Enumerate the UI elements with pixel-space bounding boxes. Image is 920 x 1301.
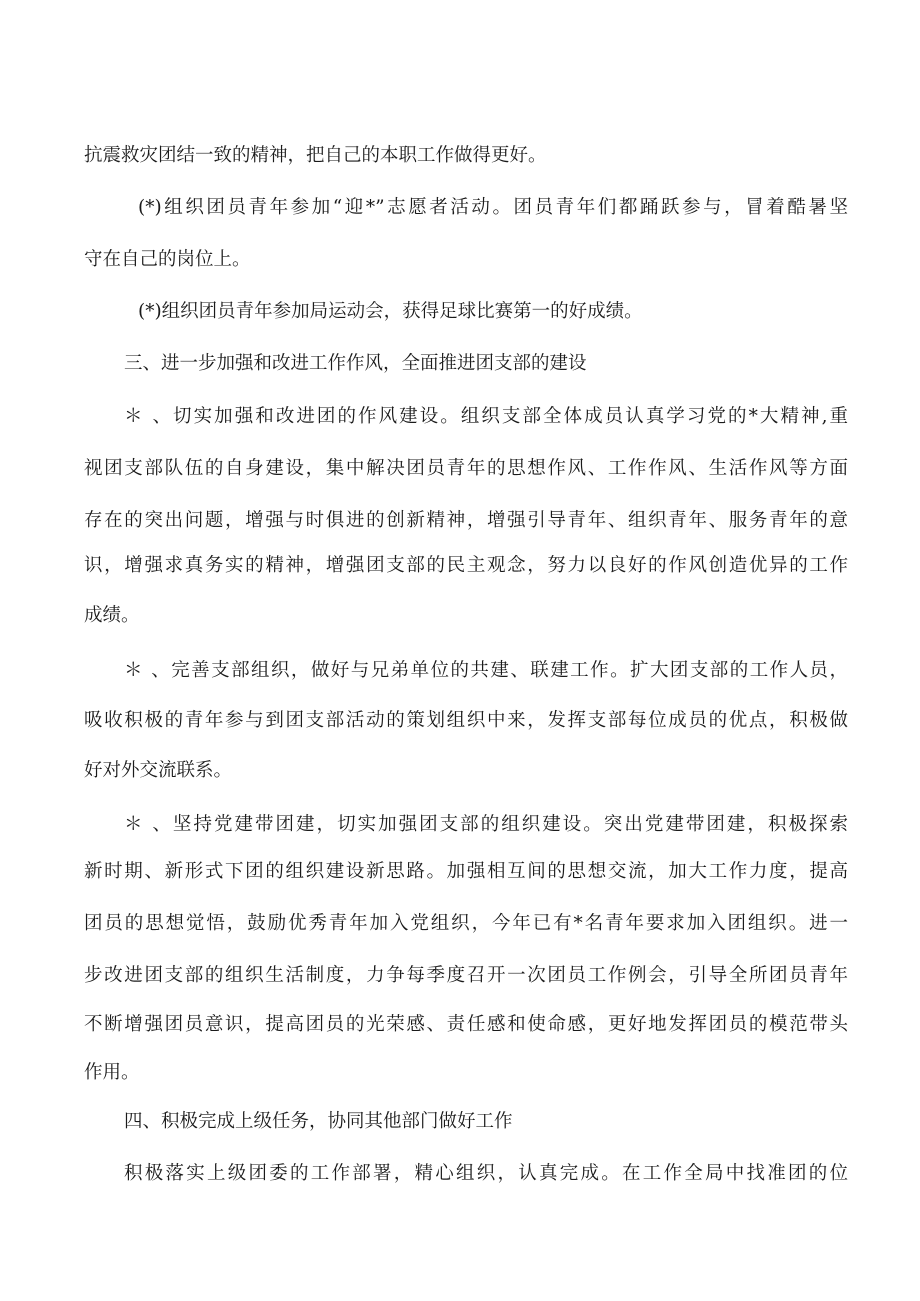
text-line-12: 吸收积极的青年参与到团支部活动的策划组织中来，发挥支部每位成员的优点，积极做 [84,710,848,731]
text-line-17: 步改进团支部的组织生活制度，力争每季度召开一次团员工作例会，引导全所团员青年 [84,965,848,986]
text-line-11: ＊ 、完善支部组织，做好与兄弟单位的共建、联建工作。扩大团支部的工作人员， [124,660,848,681]
text-line-2: (*)组织团员青年参加“迎*”志愿者活动。团员青年们都踊跃参与，冒着酷暑坚 [138,197,848,218]
text-line-7: 视团支部队伍的自身建设，集中解决团员青年的思想作风、工作作风、生活作风等方面 [84,458,848,479]
section-heading-4: 四、积极完成上级任务，协同其他部门做好工作 [124,1111,513,1132]
section-heading-3: 三、进一步加强和改进工作作风，全面推进团支部的建设 [124,353,587,374]
text-line-6: ＊ 、切实加强和改进团的作风建设。组织支部全体成员认真学习党的*大精神,重 [124,406,848,427]
text-line-10: 成绩。 [84,605,140,626]
text-line-18: 不断增强团员意识，提高团员的光荣感、责任感和使命感，更好地发挥团员的模范带头 [84,1014,848,1035]
text-line-1: 抗震救灾团结一致的精神，把自己的本职工作做得更好。 [84,145,547,166]
text-line-14: ＊ 、坚持党建带团建，切实加强团支部的组织建设。突出党建带团建，积极探索 [124,814,848,835]
text-line-21: 积极落实上级团委的工作部署，精心组织，认真完成。在工作全局中找准团的位 [124,1163,848,1184]
text-line-3: 守在自己的岗位上。 [84,249,251,270]
text-line-15: 新时期、新形式下团的组织建设新思路。加强相互间的思想交流，加大工作力度，提高 [84,861,848,882]
text-line-8: 存在的突出问题，增强与时俱进的创新精神，增强引导青年、组织青年、服务青年的意 [84,510,848,531]
text-line-19: 作用。 [84,1062,140,1083]
text-line-4: (*)组织团员青年参加局运动会，获得足球比赛第一的好成绩。 [138,301,643,322]
text-line-13: 好对外交流联系。 [84,760,233,781]
text-line-9: 识，增强求真务实的精神，增强团支部的民主观念，努力以良好的作风创造优异的工作 [84,555,848,576]
text-line-16: 团员的思想觉悟，鼓励优秀青年加入党组织，今年已有*名青年要求加入团组织。进一 [84,913,848,934]
